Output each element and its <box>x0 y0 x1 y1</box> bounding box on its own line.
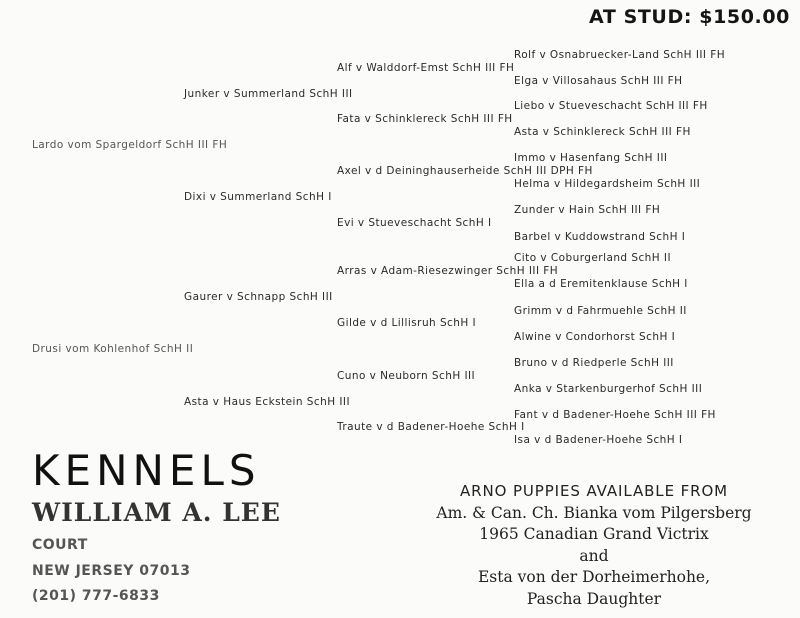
kennel-address-line-1: COURT <box>32 537 88 553</box>
pedigree-gggp: Liebo v Stueveschacht SchH III FH <box>514 100 708 112</box>
kennel-owner: WILLIAM A. LEE <box>32 498 281 527</box>
pedigree-ggp: Evi v Stueveschacht SchH I <box>337 217 492 229</box>
puppies-line: Am. & Can. Ch. Bianka vom Pilgersberg <box>436 503 752 522</box>
pedigree-gggp: Fant v d Badener-Hoehe SchH III FH <box>514 409 716 421</box>
pedigree-ggp: Arras v Adam-Riesezwinger SchH III FH <box>337 265 559 277</box>
pedigree-gggp: Ella a d Eremitenklause SchH I <box>514 278 688 290</box>
pedigree-gggp: Asta v Schinklereck SchH III FH <box>514 126 691 138</box>
pedigree-ggp: Traute v d Badener-Hoehe SchH I <box>337 421 525 433</box>
pedigree-ggp: Fata v Schinklereck SchH III FH <box>337 113 513 125</box>
pedigree-gggp: Zunder v Hain SchH III FH <box>514 204 661 216</box>
pedigree-sire-dam: Dixi v Summerland SchH I <box>184 191 332 203</box>
stud-fee: AT STUD: $150.00 <box>588 6 790 28</box>
kennel-address-line-2: NEW JERSEY 07013 <box>32 563 191 579</box>
pedigree-gggp: Anka v Starkenburgerhof SchH III <box>514 383 703 395</box>
pedigree-ggp: Cuno v Neuborn SchH III <box>337 370 476 382</box>
kennel-name: KENNELS <box>32 446 261 495</box>
pedigree-gggp: Helma v Hildegardsheim SchH III <box>514 178 701 190</box>
puppies-line: and <box>579 546 609 565</box>
kennel-phone: (201) 777-6833 <box>32 588 160 604</box>
pedigree-gggp: Barbel v Kuddowstrand SchH I <box>514 231 686 243</box>
puppies-heading: ARNO PUPPIES AVAILABLE FROM <box>459 482 729 500</box>
puppies-announcement <box>385 481 800 610</box>
puppies-line: 1965 Canadian Grand Victrix <box>479 525 709 543</box>
pedigree-sire: Lardo vom Spargeldorf SchH III FH <box>32 139 228 151</box>
pedigree-sire-sire: Junker v Summerland SchH III <box>184 88 353 100</box>
pedigree-gggp: Alwine v Condorhorst SchH I <box>514 331 676 343</box>
pedigree-ggp: Axel v d Deininghauserheide SchH III DPH FH <box>337 165 593 177</box>
pedigree-gggp: Immo v Hasenfang SchH III <box>514 152 668 164</box>
pedigree-ggp: Alf v Walddorf-Emst SchH III FH <box>337 62 515 74</box>
pedigree-gggp: Bruno v d Riedperle SchH III <box>514 357 674 369</box>
pedigree-gggp: Rolf v Osnabruecker-Land SchH III FH <box>514 49 726 61</box>
pedigree-dam-dam: Asta v Haus Eckstein SchH III <box>184 396 350 408</box>
pedigree-gggp: Isa v d Badener-Hoehe SchH I <box>514 434 683 446</box>
pedigree-gggp: Elga v Villosahaus SchH III FH <box>514 75 683 87</box>
pedigree-dam-sire: Gaurer v Schnapp SchH III <box>184 291 333 303</box>
pedigree-ggp: Gilde v d Lillisruh SchH I <box>337 317 477 329</box>
pedigree-gggp: Cito v Coburgerland SchH II <box>514 252 672 264</box>
puppies-line: Esta von der Dorheimerhohe, <box>477 568 711 586</box>
pedigree-gggp: Grimm v d Fahrmuehle SchH II <box>514 305 687 317</box>
puppies-line: Pascha Daughter <box>526 589 662 608</box>
pedigree-dam: Drusi vom Kohlenhof SchH II <box>32 343 194 355</box>
